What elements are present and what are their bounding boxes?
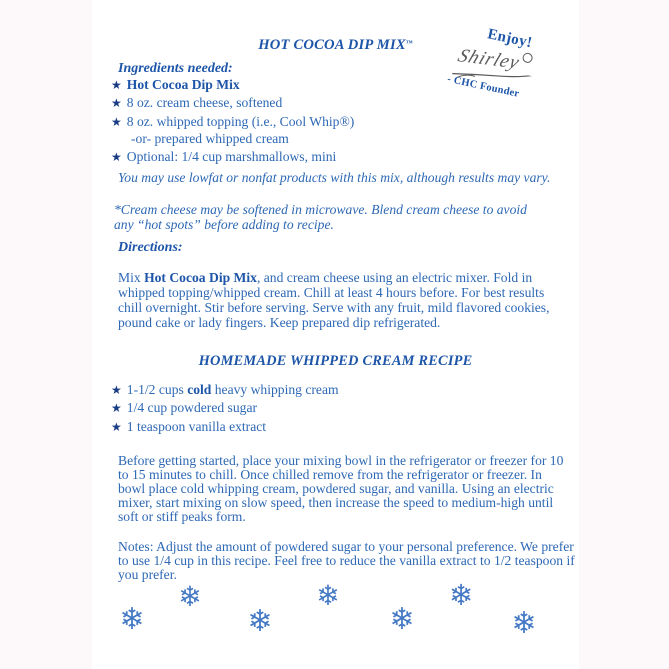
snowflake-icon: ❄: [448, 578, 474, 612]
ingredient-text-pre: 1-1/2 cups: [126, 382, 188, 397]
ingredient-item: [111, 420, 339, 434]
snowflake-icon: ❄: [178, 580, 202, 613]
whipped-cream-list: [111, 383, 339, 438]
page-margin-left: [0, 0, 92, 669]
ingredients-list: [111, 78, 354, 168]
ingredient-item: [111, 401, 339, 415]
ingredient-text: Optional: 1/4 cup marshmallows, mini: [126, 148, 337, 164]
ingredient-text-post: heavy whipping cream: [211, 382, 339, 397]
page-margin-right: [579, 0, 669, 669]
star-bullet-icon: ★: [111, 383, 122, 397]
star-bullet-icon: ★: [111, 419, 122, 434]
star-bullet-icon: ★: [111, 149, 122, 164]
ingredient-continuation: -or- prepared whipped cream: [131, 131, 289, 147]
ingredient-text: 1 teaspoon vanilla extract: [126, 418, 267, 434]
ingredient-item: [111, 78, 354, 92]
ingredient-text-emphasis: cold: [187, 382, 212, 397]
signature-circle-icon: [522, 52, 534, 64]
star-bullet-icon: ★: [111, 78, 122, 92]
prep-paragraph: Before getting started, place your mixing bowl in the refrigerator or freezer for 10 to 15 minutes to chill. Once chilled remove from the refrigerator or freezer. In bowl place cold whipping cream, powdered sugar, and vanilla. Using an electric mixer, start mixing on slow speed, then increase the speed to medium-high until soft or stiff peaks form.: [118, 452, 564, 525]
ingredient-text: 8 oz. whipped topping (i.e., Cool Whip®): [126, 113, 355, 129]
recipe-title-text: HOT COCOA DIP MIX: [258, 37, 406, 53]
ingredient-item: [111, 383, 339, 397]
star-bullet-icon: ★: [111, 96, 122, 111]
note-cream-cheese: *Cream cheese may be softened in microwave. Blend cream cheese to avoid any “hot spots” before adding to recipe.: [114, 202, 527, 232]
ingredients-heading: Ingredients needed:: [118, 61, 233, 76]
founder-credit: - CHC Founder: [446, 73, 521, 100]
ingredient-item: [111, 115, 354, 146]
signature-name: Shirley: [454, 45, 524, 74]
notes-paragraph: Notes: Adjust the amount of powdered sugar to your personal preference. We prefer to use 1/4 cup in this recipe. Feel free to reduce the vanilla extract to 1/2 teaspoon if you prefer.: [118, 538, 575, 582]
snowflake-icon: ❄: [389, 602, 415, 637]
directions-heading: Directions:: [118, 240, 183, 255]
founder-note: [446, 20, 577, 110]
snowflake-icon: ❄: [119, 602, 145, 637]
snowflake-icon: ❄: [247, 604, 273, 639]
ingredient-text: Hot Cocoa Dip Mix: [126, 77, 240, 92]
ingredient-item: [111, 96, 354, 110]
star-bullet-icon: ★: [111, 401, 122, 416]
ingredient-item: [111, 150, 354, 164]
note-lowfat: You may use lowfat or nonfat products with this mix, although results may vary.: [118, 170, 551, 185]
directions-product-name: Hot Cocoa Dip Mix: [144, 269, 257, 285]
ingredient-text: 8 oz. cream cheese, softened: [126, 95, 283, 111]
ingredient-text: 1/4 cup powdered sugar: [126, 400, 258, 416]
enjoy-text: Enjoy!: [486, 26, 534, 52]
directions-paragraph: [118, 270, 570, 330]
snowflake-icon: ❄: [316, 579, 340, 612]
snowflake-icon: ❄: [511, 606, 537, 641]
star-bullet-icon: ★: [111, 114, 122, 129]
directions-body: , and cream cheese using an electric mixer. Fold in whipped topping/whipped cream. Chill at least 4 hours before. For best results chill overnight. Stir before serving. Serve with any fruit, mild flavored cookies, pound cake or lady fingers. Keep prepared dip refrigerated.: [118, 269, 550, 330]
whipped-cream-heading: HOMEMADE WHIPPED CREAM RECIPE: [198, 353, 473, 369]
directions-lead: Mix: [118, 269, 145, 285]
trademark-symbol: ™: [405, 39, 413, 47]
